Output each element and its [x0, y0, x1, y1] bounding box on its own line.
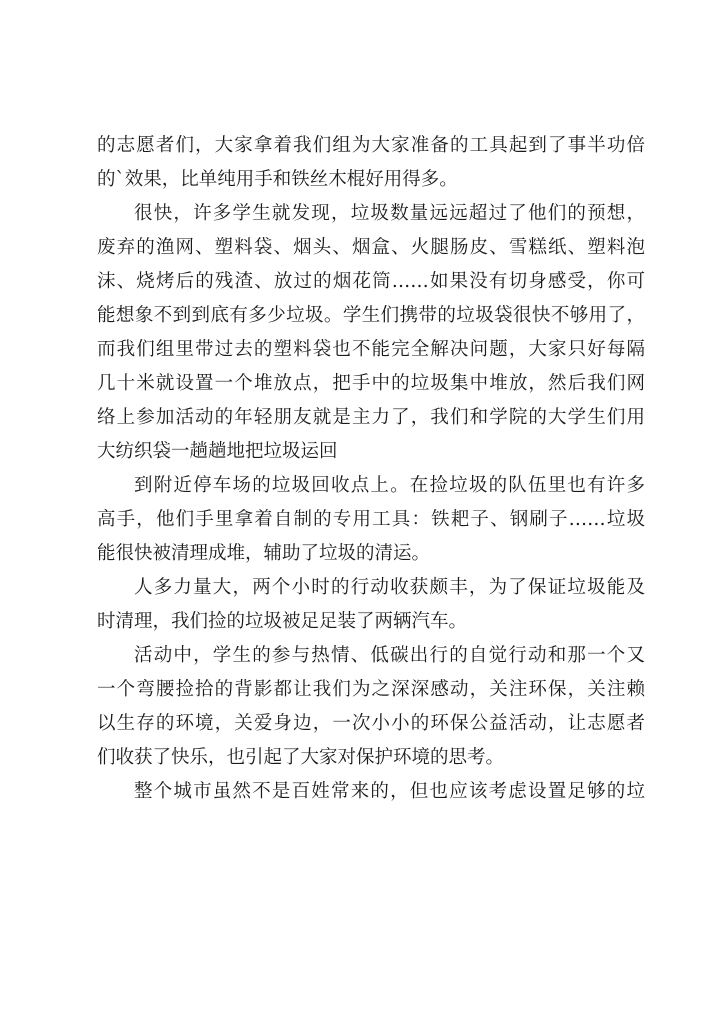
text-line: 高手，他们手里拿着自制的专用工具：铁耙子、钢刷子……垃圾 — [97, 509, 645, 530]
text-line: 时清理，我们捡的垃圾被足足装了两辆汽车。 — [97, 611, 468, 632]
text-line: 们收获了快乐，也引起了大家对保护环境的思考。 — [97, 747, 505, 768]
text-line: 以生存的环境，关爱身边，一次小小的环保公益活动，让志愿者 — [97, 713, 645, 734]
paragraph-start-line: 整个城市虽然不是百姓常来的，但也应该考虑设置足够的垃 — [134, 781, 645, 802]
text-line: 的志愿者们，大家拿着我们组为大家准备的工具起到了事半功倍 — [97, 135, 645, 156]
body-text — [97, 129, 645, 809]
text-line: 一个弯腰捡拾的背影都让我们为之深深感动，关注环保，关注赖 — [97, 679, 645, 700]
paragraph-start-line: 活动中，学生的参与热情、低碳出行的自觉行动和那一个又 — [134, 645, 645, 666]
paragraph-start-line: 到附近停车场的垃圾回收点上。在捡垃圾的队伍里也有许多 — [134, 475, 645, 496]
text-line: 能很快被清理成堆，辅助了垃圾的清运。 — [97, 543, 431, 564]
text-line: 的`效果，比单纯用手和铁丝木棍好用得多。 — [97, 169, 458, 190]
text-line: 沫、烧烤后的残渣、放过的烟花筒……如果没有切身感受，你可 — [97, 271, 645, 292]
text-line: 废弃的渔网、塑料袋、烟头、烟盒、火腿肠皮、雪糕纸、塑料泡 — [97, 237, 645, 258]
text-line: 能想象不到到底有多少垃圾。学生们携带的垃圾袋很快不够用了， — [97, 305, 645, 326]
text-line: 几十米就设置一个堆放点，把手中的垃圾集中堆放，然后我们网 — [97, 373, 645, 394]
text-line: 大纺织袋一趟趟地把垃圾运回 — [97, 441, 338, 462]
paragraph-start-line: 人多力量大，两个小时的行动收获颇丰，为了保证垃圾能及 — [134, 577, 645, 598]
text-line: 络上参加活动的年轻朋友就是主力了，我们和学院的大学生们用 — [97, 407, 645, 428]
paragraph-start-line: 很快，许多学生就发现，垃圾数量远远超过了他们的预想， — [134, 203, 645, 224]
text-line: 而我们组里带过去的塑料袋也不能完全解决问题，大家只好每隔 — [97, 339, 645, 360]
